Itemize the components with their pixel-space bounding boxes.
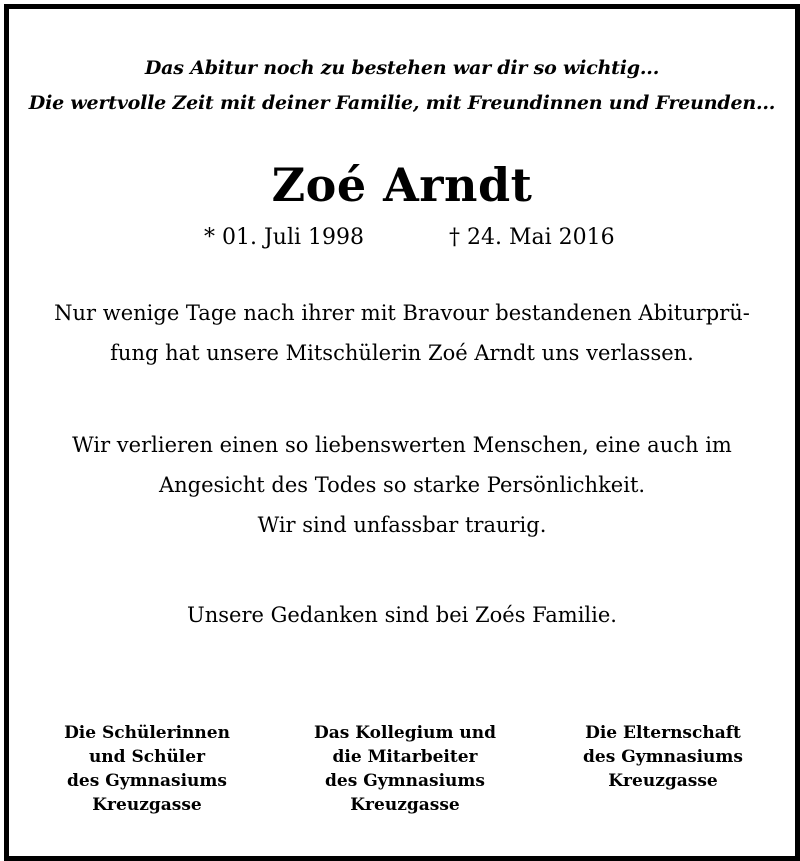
paragraph-line: Angesicht des Todes so starke Persönlichkeit.: [158, 473, 646, 497]
paragraph-tribute: [9, 425, 795, 545]
paragraph-line: Wir verlieren einen so liebenswerten Menschen, eine auch im: [72, 433, 732, 457]
intro-quote: [9, 51, 795, 121]
signature-line: des Gymnasiums: [67, 771, 227, 791]
paragraph-line: Unsere Gedanken sind bei Zoés Familie.: [187, 603, 617, 627]
intro-line-2: Die wertvolle Zeit mit deiner Familie, mit Freundinnen und Freunden...: [28, 92, 776, 114]
signature-parents: [543, 721, 783, 793]
signature-line: die Mitarbeiter: [332, 747, 478, 767]
deceased-name: Zoé Arndt: [271, 158, 533, 212]
intro-line-1: Das Abitur noch zu bestehen war dir so wichtig...: [144, 57, 660, 79]
signature-line: und Schüler: [88, 747, 206, 767]
obituary-notice: [4, 4, 800, 861]
paragraph-line: fung hat unsere Mitschülerin Zoé Arndt uns verlassen.: [110, 341, 694, 365]
signature-line: Die Schülerinnen: [64, 723, 230, 743]
signature-faculty: [285, 721, 525, 817]
signature-line: Das Kollegium und: [314, 723, 496, 743]
birth-date: * 01. Juli 1998: [204, 225, 365, 250]
signature-line: des Gymnasiums: [583, 747, 743, 767]
paragraph-passing: [9, 293, 795, 373]
paragraph-thoughts: [9, 595, 795, 635]
death-date: † 24. Mai 2016: [449, 225, 615, 250]
signature-line: Die Elternschaft: [585, 723, 741, 743]
signature-line: Kreuzgasse: [92, 795, 202, 815]
signature-students: [27, 721, 267, 817]
signature-line: Kreuzgasse: [608, 771, 718, 791]
signature-line: Kreuzgasse: [350, 795, 460, 815]
paragraph-line: Wir sind unfassbar traurig.: [257, 513, 547, 537]
signature-line: des Gymnasiums: [325, 771, 485, 791]
paragraph-line: Nur wenige Tage nach ihrer mit Bravour bestandenen Abiturprü-: [54, 301, 750, 325]
